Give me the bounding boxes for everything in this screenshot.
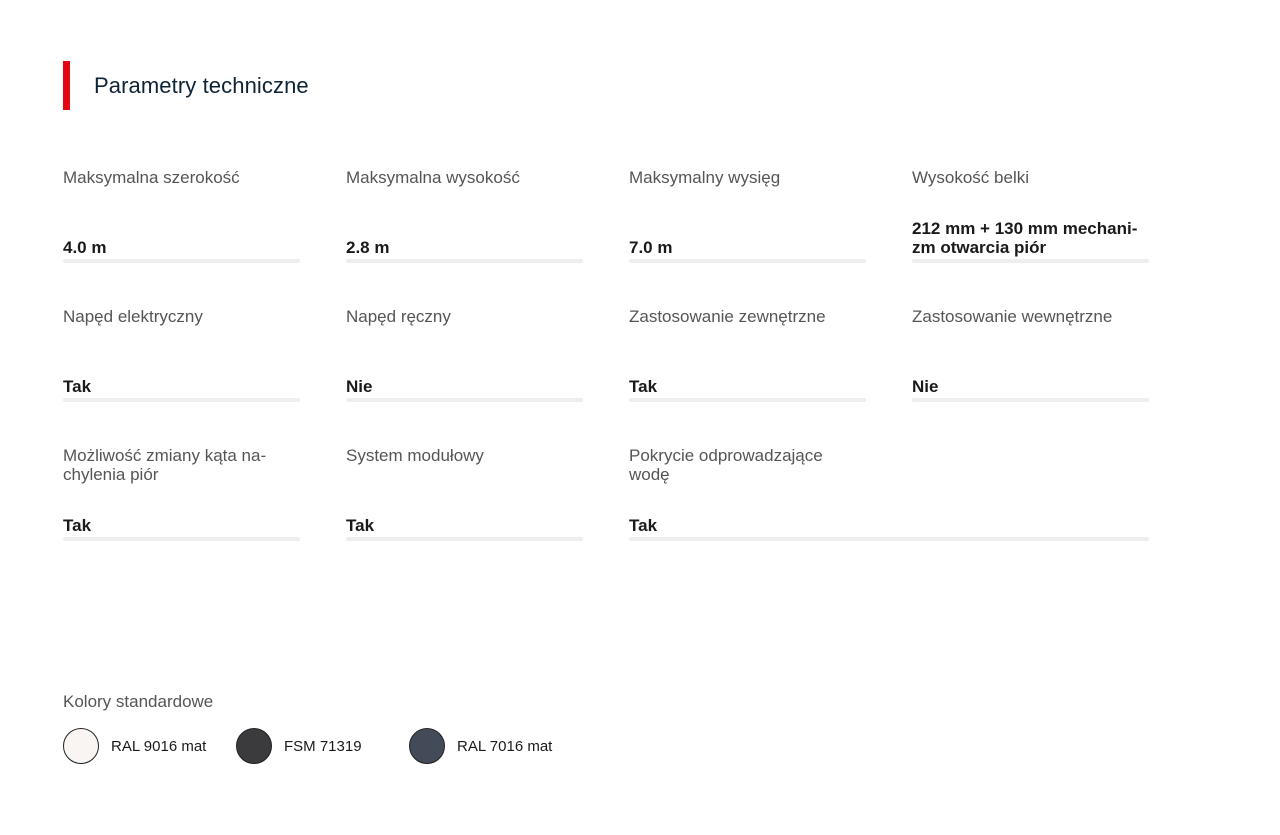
param-label: Zastosowanie wewnętrzne [912,307,1113,326]
param-outdoor-use [629,299,866,438]
color-swatch [409,728,582,764]
param-value: Tak [63,516,92,535]
param-value: 7.0 m [629,238,673,257]
param-electric-drive [63,299,300,438]
color-swatch [63,728,236,764]
param-label: Maksymalna szerokość [63,168,240,187]
param-value: Nie [346,377,373,396]
params-row [63,160,1153,299]
param-divider [63,537,300,541]
accent-bar [63,61,70,110]
param-value: Tak [629,377,658,396]
param-divider [912,398,1149,402]
param-label: Zastosowanie zewnętrzne [629,307,826,326]
param-value: Tak [629,516,658,535]
section-title: Parametry techniczne [94,72,309,98]
color-name: RAL 9016 mat [111,737,207,755]
color-swatch [236,728,409,764]
param-divider [346,537,583,541]
section-header [63,61,309,110]
param-divider [346,398,583,402]
param-label: Napęd ręczny [346,307,451,326]
param-value: Nie [912,377,939,396]
param-divider [63,259,300,263]
param-max-width [63,160,300,299]
param-divider [629,398,866,402]
param-value: 2.8 m [346,238,390,257]
color-name: RAL 7016 mat [457,737,553,755]
colors-label: Kolory standardowe [63,692,214,711]
param-label: System modułowy [346,446,484,465]
param-divider [346,259,583,263]
param-label: Wysokość belki [912,168,1029,187]
param-value: Tak [63,377,92,396]
param-manual-drive [346,299,583,438]
param-beam-height [912,160,1149,299]
param-value: 212 mm + 130 mm mechani-zm otwarcia piór [912,219,1138,257]
params-row [63,299,1153,438]
param-value: 4.0 m [63,238,107,257]
param-max-projection [629,160,866,299]
param-label: Pokrycie odprowadzające wodę [629,446,823,484]
param-divider [912,259,1149,263]
param-tilt-change [63,438,300,577]
param-water-drain-cover [629,438,1149,577]
param-value: Tak [346,516,375,535]
param-label: Maksymalny wysięg [629,168,781,187]
color-dot [409,728,445,764]
params-row [63,438,1153,577]
param-indoor-use [912,299,1149,438]
param-label: Maksymalna wysokość [346,168,520,187]
param-label: Napęd elektryczny [63,307,203,326]
param-label: Możliwość zmiany kąta na-chylenia piór [63,446,267,484]
param-divider [629,537,1149,541]
color-dot [236,728,272,764]
param-max-height [346,160,583,299]
params-grid [63,160,1153,577]
color-dot [63,728,99,764]
color-swatches [63,728,582,764]
param-divider [63,398,300,402]
color-name: FSM 71319 [284,737,362,755]
param-divider [629,259,866,263]
param-modular-system [346,438,583,577]
